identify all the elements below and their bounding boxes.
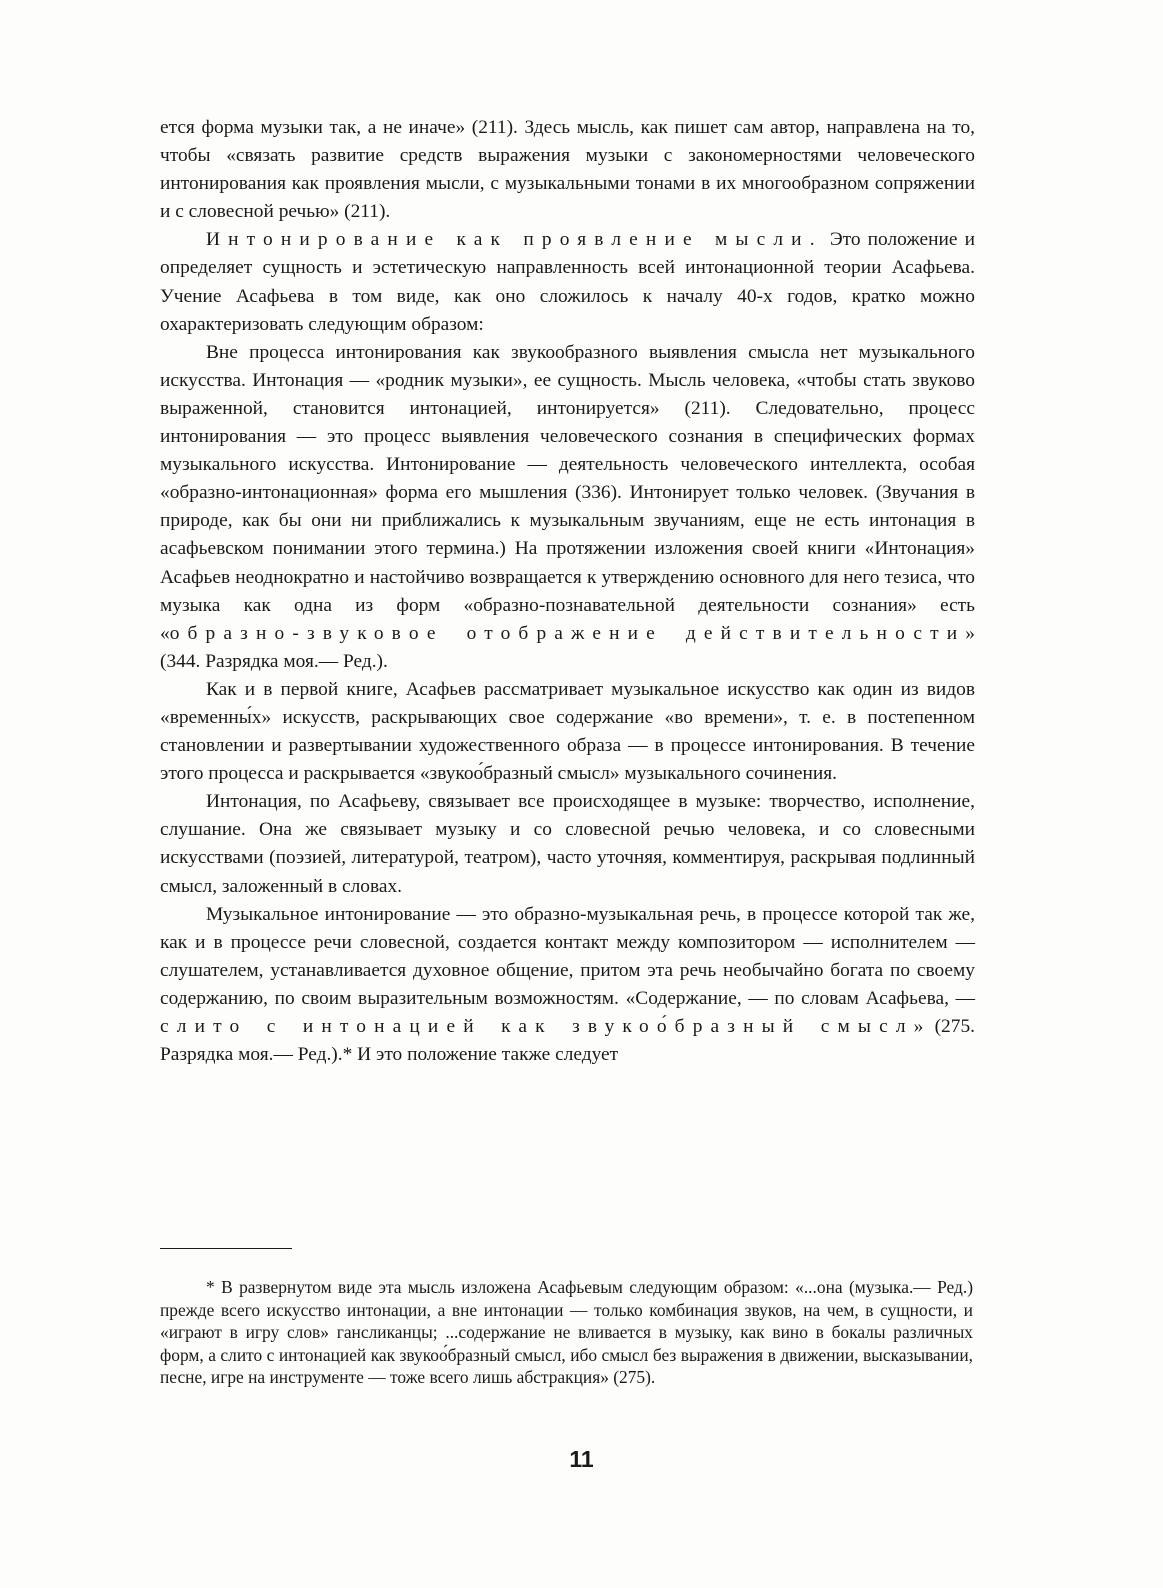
footnote-divider	[160, 1248, 292, 1249]
paragraph-1: ется форма музыки так, а не иначе» (211). Здесь мысль, как пишет сам автор, направлена на то, чтобы «связать развитие средств выражения музыки с закономерностями человеческого интонирования как проявления мысли, с музыкальными тонами в их многообразном сопряжении и с словесной речью» (211).	[160, 117, 975, 223]
page-number: 11	[569, 1446, 594, 1472]
paragraph-5: Интонация, по Асафьеву, связывает все происходящее в музыке: творчество, исполнение, слушание. Она же связывает музыку и со словесной речью человека, и со словесными искусствами (поэзией, литературой, театром), часто уточняя, комментируя, раскрывая подлинный смысл, заложенный в словах.	[160, 791, 975, 897]
spaced-emphasis: Интонирование как проявление мысли.	[206, 229, 823, 251]
body-text	[160, 114, 975, 1069]
paragraph-4: Как и в первой книге, Асафьев рассматривает музыкальное искусство как один из видов «временны́х» искусств, раскрывающих свое содержание «во времени», т. е. в постепенном становлении и развертывании художественного образа — в процессе интонирования. В течение этого процесса и раскрывается «звукоо́бразный смысл» музыкального сочинения.	[160, 678, 975, 785]
spaced-emphasis: слито с интонацией как звукоо́бразный смысл	[160, 1016, 914, 1037]
footnote: * В развернутом виде эта мысль изложена Асафьевым следующим образом: «...она (музыка.— Ред.) прежде всего искусство интонации, а вне интонации — только комбинация звуков, на чем, в сущности, и «играют в игру слов» гансликанцы; ...содержание не вливается в музыку, как вино в бокалы различных форм, а слито с интонацией как звукоо́бразный смысл, ибо смысл без выражения в движении, высказывании, песне, игре на инструменте — тоже всего лишь абстракция» (275).	[160, 1277, 973, 1388]
spaced-emphasis: образно-звуковое отображение действительности	[169, 622, 966, 644]
paragraph-3	[160, 339, 975, 676]
paragraph-2	[160, 226, 975, 338]
paragraph-3-text-after: » (344. Разрядка моя.— Ред.).	[160, 622, 975, 672]
paragraph-6-text-before: Музыкальное интонирование — это образно-музыкальная речь, в процессе которой так же, как и в процессе речи словесной, создается контакт между композитором — исполнителем — слушателем, устанавливается духовное общение, притом эта речь необычайно богата по своему содержанию, по своим выразительным возможностям. «Содержание, — по словам Асафьева, —	[160, 903, 975, 1009]
paragraph-6	[160, 901, 975, 1070]
paragraph-2-text: Это положение и определяет сущность и эстетическую направленность всей интонационной теории Асафьева. Учение Асафьева в том виде, как оно сложилось к началу 40-х годов, кратко можно охарактеризовать следующим образом:	[160, 229, 975, 335]
paragraph-3-text-before: Вне процесса интонирования как звукообразного выявления смысла нет музыкального искусства. Интонация — «родник музыки», ее сущность. Мысль человека, «чтобы стать звуково выраженной, становится интонацией, интонируется» (211). Следовательно, процесс интонирования — это процесс выявления человеческого сознания в специфических формах музыкального искусства. Интонирование — деятельность человеческого интеллекта, особая «образно-интонационная» форма его мышления (336). Интонирует только человек. (Звучания в природе, как бы они ни приближались к музыкальным звучаниям, еще не есть интонация в асафьевском понимании этого термина.) На протяжении изложения своей книги «Интонация» Асафьев неоднократно и настойчиво возвращается к утверждению основного для него тезиса, что музыка как одна из форм «образно-познавательной деятельности сознания» есть «	[160, 341, 975, 644]
paragraph-6-text-after: » (275. Разрядка моя.— Ред.).* И это положение также следует	[160, 1016, 975, 1066]
